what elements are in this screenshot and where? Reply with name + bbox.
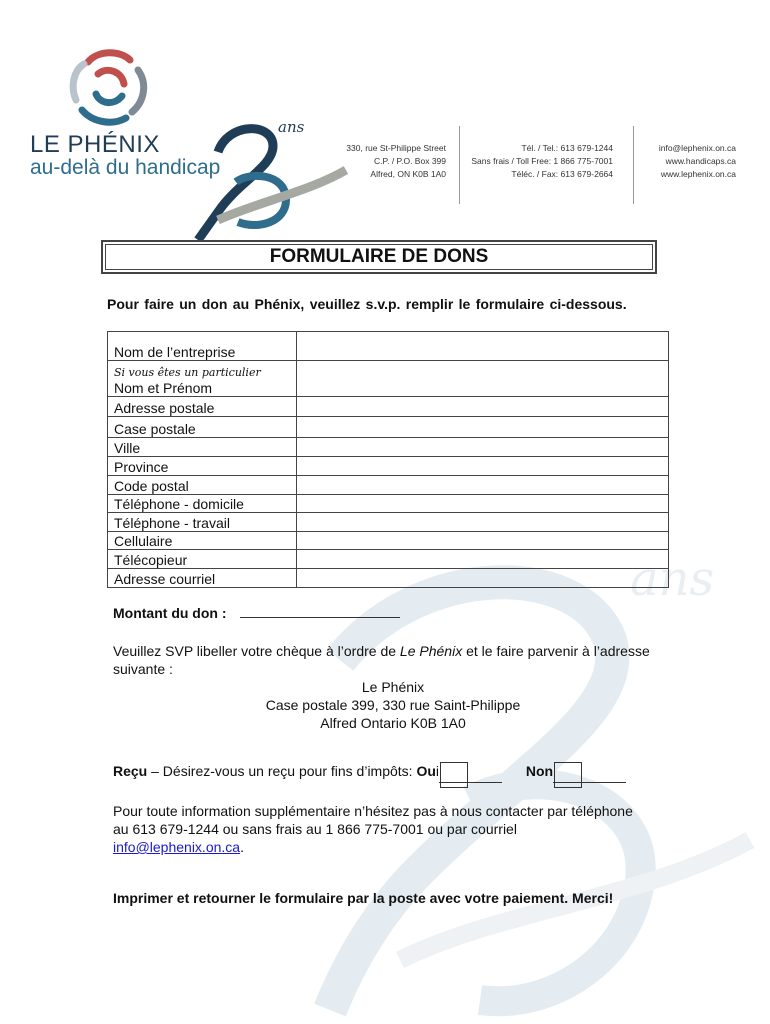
contact-text: Pour toute information supplémentaire n’hésitez pas à nous contacter par téléphone au 613 679-1244 ou sans frais au 1 866 775-7001 ou par courriel: [113, 803, 633, 837]
contact-end: .: [240, 839, 244, 855]
name-label: Nom et Prénom: [114, 380, 213, 396]
field-input-cell[interactable]: [297, 532, 669, 550]
field-label-fax: Télécopieur: [108, 550, 297, 569]
table-row: [108, 332, 669, 361]
anniversary-word: ans: [278, 118, 305, 136]
phone-block: [468, 142, 613, 181]
table-row: [108, 457, 669, 476]
field-label-email: Adresse courriel: [108, 569, 297, 588]
receipt-no-label: Non: [525, 763, 554, 779]
phenix-logo-icon: [68, 44, 152, 128]
field-label-phone-home: Téléphone - domicile: [108, 495, 297, 513]
website-line: www.handicaps.ca: [665, 156, 736, 166]
email-line: info@lephenix.on.ca: [658, 143, 736, 153]
field-label-address: Adresse postale: [108, 397, 297, 417]
contact-info: [113, 802, 643, 856]
field-input-phone-work[interactable]: [297, 513, 669, 532]
mailing-address-line: Case postale 399, 330 rue Saint-Philippe: [265, 697, 521, 713]
table-row: [108, 397, 669, 417]
field-input-address[interactable]: [297, 397, 669, 417]
receipt-yes-field: [439, 762, 502, 783]
table-row: [108, 476, 669, 495]
table-row: [108, 550, 669, 569]
receipt-no-field: [553, 762, 626, 783]
form-title: FORMULAIRE DE DONS: [269, 246, 489, 267]
address-line: C.P. / P.O. Box 399: [374, 156, 446, 166]
phone-line: Sans frais / Toll Free: 1 866 775-7001: [471, 156, 613, 166]
cheque-org-name: Le Phénix: [399, 643, 463, 659]
cheque-text-end: et le faire parvenir à l’adresse suivante :: [113, 643, 650, 677]
field-label-po-box: Case postale: [108, 417, 297, 438]
contact-email-link[interactable]: info@lephenix.on.ca: [113, 839, 241, 855]
receipt-question-text: – Désirez-vous un reçu pour fins d’impôts:: [147, 763, 417, 779]
receipt-question: [113, 762, 626, 783]
mailing-address-line: Alfred Ontario K0B 1A0: [320, 715, 466, 731]
donation-amount-field[interactable]: [240, 605, 400, 618]
table-row: [108, 532, 669, 550]
field-label-province: Province: [108, 457, 297, 476]
phone-line: Téléc. / Fax: 613 679-2664: [511, 169, 613, 179]
brand-name: LE PHÉNIX: [30, 131, 160, 158]
header-divider: [459, 126, 460, 204]
closing-instructions: Imprimer et retourner le formulaire par la poste avec votre paiement. Merci!: [113, 890, 614, 906]
receipt-yes-suffix: i: [435, 763, 440, 779]
donor-info-table: [107, 331, 669, 588]
field-label-city: Ville: [108, 438, 297, 457]
cheque-text-start: Veuillez SVP libeller votre chèque à l’ordre de: [113, 643, 400, 659]
address-line: Alfred, ON K0B 1A0: [370, 169, 446, 179]
cheque-instructions: [113, 642, 653, 678]
address-line: 330, rue St-Philippe Street: [346, 143, 446, 153]
field-input-phone-home[interactable]: [297, 495, 669, 513]
table-row: [108, 495, 669, 513]
anniversary-25-logo: [178, 112, 348, 242]
field-input-postal-code[interactable]: [297, 476, 669, 495]
receipt-yes-checkbox[interactable]: [440, 762, 468, 788]
mailing-address-line: Le Phénix: [361, 679, 425, 695]
field-input-city[interactable]: [297, 438, 669, 457]
phone-line: Tél. / Tel.: 613 679-1244: [521, 143, 613, 153]
table-row: [108, 417, 669, 438]
table-row: [108, 513, 669, 532]
form-title-box: [101, 240, 657, 274]
receipt-label: Reçu: [113, 763, 148, 779]
field-input-email[interactable]: [297, 569, 669, 588]
receipt-no-checkbox[interactable]: [554, 762, 582, 788]
brand-tagline: au-delà du handicap: [30, 156, 221, 179]
donation-amount-label: Montant du don :: [113, 605, 227, 621]
field-input-province[interactable]: [297, 457, 669, 476]
receipt-yes-label: Ou: [416, 763, 436, 779]
mailing-address: [113, 678, 673, 732]
field-label-phone-work: Téléphone - travail: [108, 513, 297, 532]
website-line: www.lephenix.on.ca: [660, 169, 736, 179]
table-row: [108, 438, 669, 457]
field-label-name: [108, 361, 297, 397]
postal-address-block: [330, 142, 446, 181]
intro-text: Pour faire un don au Phénix, veuillez s.v.p. remplir le formulaire ci-dessous.: [107, 296, 627, 312]
donation-amount-row: [113, 605, 400, 621]
field-input-po-box[interactable]: [297, 417, 669, 438]
field-input-name[interactable]: [297, 361, 669, 397]
table-row: [108, 569, 669, 588]
field-label-company: Nom de l’entreprise: [108, 332, 297, 361]
field-input-company[interactable]: [297, 332, 669, 361]
field-label-cell: Cellulaire: [108, 532, 297, 550]
field-label-postal-code: Code postal: [108, 476, 297, 495]
table-row: [108, 361, 669, 397]
header-divider: [633, 126, 634, 204]
web-block: [640, 142, 736, 181]
field-input-fax[interactable]: [297, 550, 669, 569]
individual-note: Si vous êtes un particulier: [114, 366, 261, 379]
svg-text:ans: ans: [630, 551, 715, 607]
